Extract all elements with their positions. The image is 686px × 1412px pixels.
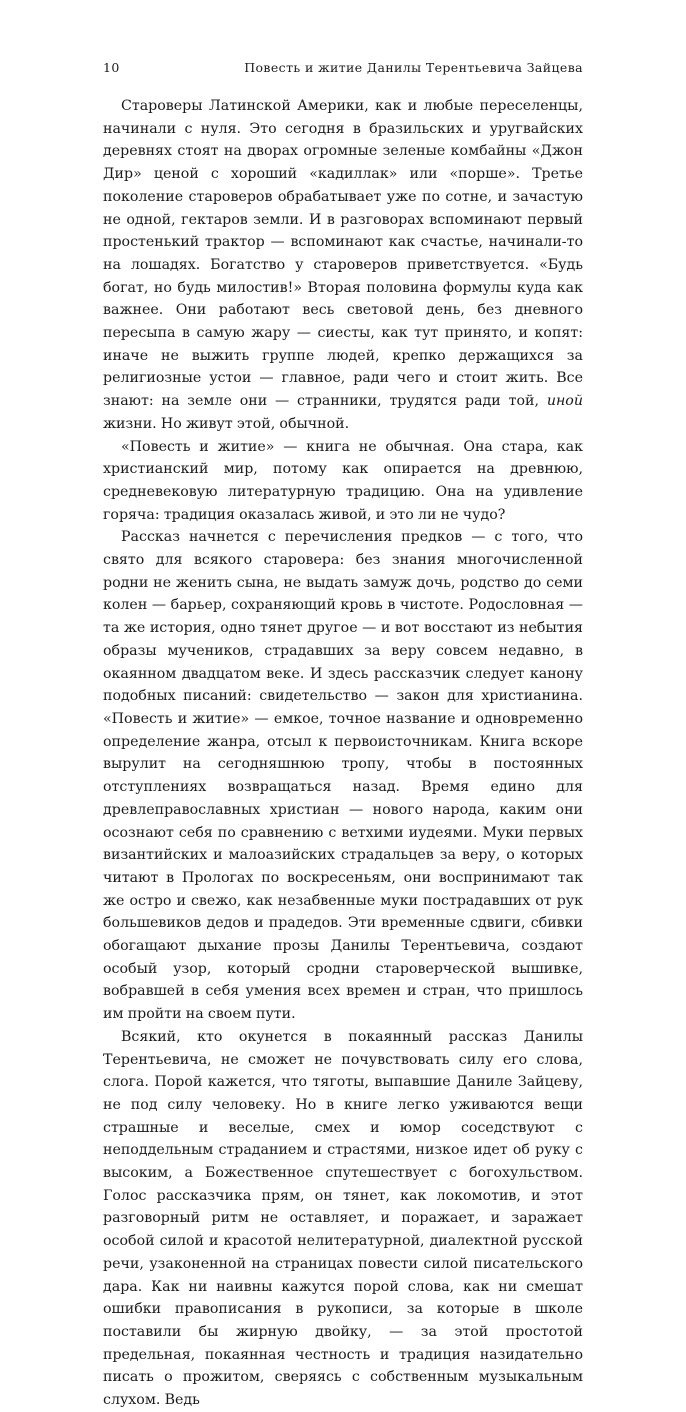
paragraph-1-text-start: Староверы Латинской Америки, как и любые переселенцы, начинали с нуля. Это сегодня в бразильских и уругвайских деревнях стоят на дворах огромные зеленые комбайны «Джон Дир» ценой с хороший «кадиллак» или «порше». Третье поколение староверов обрабатывает уже по сотне, и зачастую не одной, гектаров земли. И в разговорах вспоминают первый простенький трактор — вспоминают как счастье, начинали-то на лошадях. Богатство у староверов приветствуется. «Будь богат, но будь милостив!» Вторая половина формулы куда как важнее. Они работают весь световой день, без дневного пересыпа в самую жару — сиесты, как тут принято, и копят: иначе не выжить группе людей, крепко держащихся за религиозные устои — главное, ради чего и стоит жить. Все знают: на земле они — странники, трудятся ради той, (103, 98, 583, 410)
emphasized-word: иной (546, 393, 583, 410)
paragraph-4: Всякий, кто окунется в покаянный рассказ Данилы Терентьевича, не сможет не почувствовать силу его слова, слога. Порой кажется, что тяготы, выпавшие Даниле Зайцеву, не под силу человеку. Но в книге легко уживаются вещи страшные и веселые, смех и юмор соседствуют с неподдельным страданием и страстями, низкое идет об руку с высоким, а Божественное спутешествует с богохульством. Голос рассказчика прям, он тянет, как локомотив, и этот разговорный ритм не оставляет, и поражает, и заражает особой силой и красотой нелитературной, диалектной русской речи, узаконенной на страницах повести силой писательского дара. Как ни наивны кажутся порой слова, как ни смешат ошибки правописания в рукописи, за которые в школе поставили бы жирную двойку, — за этой простотой предельная, покаянная честность и традиция назидательно писать о прожитом, сверяясь с собственным музыкальным слухом. Ведь (103, 1028, 583, 1409)
running-title: Повесть и житие Данилы Терентьевича Зайцева (244, 60, 583, 75)
paragraph-3: Рассказ начнется с перечисления предков — с того, что свято для всякого старовера: без знания многочисленной родни не женить сына, не выдать замуж дочь, родство до семи колен — барьер, сохраняющий кровь в чистоте. Родословная — та же история, одно тянет другое — и вот восстают из небытия образы мучеников, страдавших за веру совсем недавно, в окаянном двадцатом веке. И здесь рассказчик следует канону подобных писаний: свидетельство — закон для христианина. «Повесть и житие» — емкое, точное название и одновременно определение жанра, отсыл к первоисточникам. Книга вскоре вырулит на сегодняшнюю тропу, чтобы в постоянных отступлениях возвращаться назад. Время едино для древлеправославных христиан — нового народа, каким они осознают себя по сравнению с ветхими иудеями. Муки первых византийских и малоазийских страдальцев за веру, о которых читают в Прологах по воскресеньям, они воспринимают так же остро и свежо, как незабвенные муки пострадавших от рук большевиков дедов и прадедов. Эти временные сдвиги, сбивки обогащают дыхание прозы Данилы Терентьевича, создают особый узор, который сродни староверческой вышивке, вобравшей в себя умения всех времен и стран, что пришлось им пройти на своем пути. (103, 529, 583, 1023)
body-text (103, 95, 583, 1412)
running-header (103, 60, 583, 80)
paragraph-2: «Повесть и житие» — книга не обычная. Она стара, как христианский мир, потому как опирается на древнюю, средневековую литературную традицию. Она на удивление горяча: традиция оказалась живой, и это ли не чудо? (103, 438, 583, 523)
paragraph-1 (103, 95, 583, 436)
paragraph-1-text-end: жизни. Но живут этой, обычной. (103, 415, 350, 432)
page-number: 10 (103, 60, 120, 75)
